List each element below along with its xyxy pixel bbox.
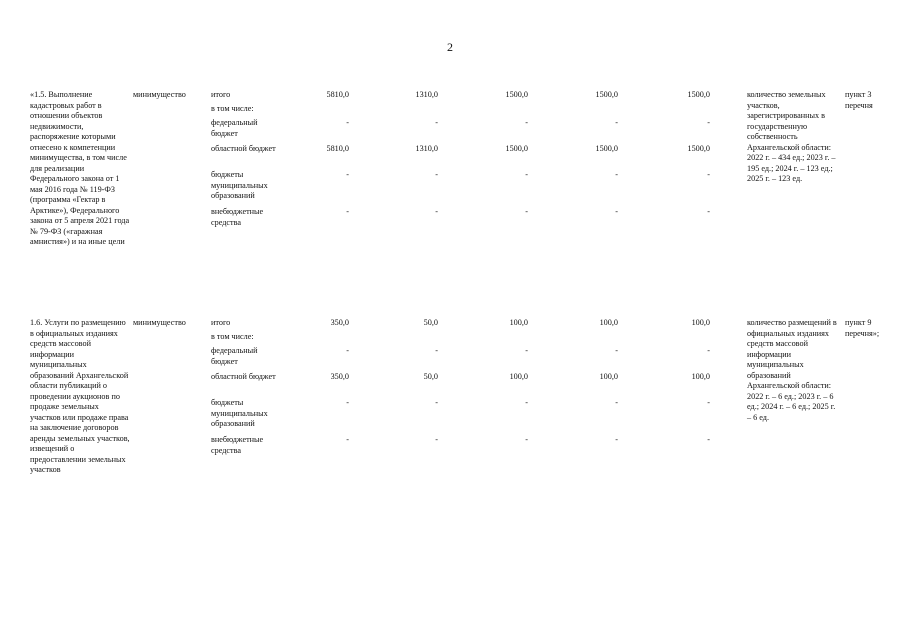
source-total: итого	[211, 90, 231, 99]
value-total: 1500,0	[595, 90, 618, 99]
value-extrabudget: -	[525, 435, 528, 444]
value-total: 1500,0	[687, 90, 710, 99]
value-regional: 100,0	[691, 372, 710, 381]
source-federal: федеральный бюджет	[211, 346, 258, 366]
value-extrabudget: -	[346, 207, 349, 216]
table-row	[0, 318, 905, 533]
value-federal: -	[525, 346, 528, 355]
value-municipal: -	[346, 170, 349, 179]
source-regional: областной бюджет	[211, 144, 276, 153]
value-federal: -	[615, 118, 618, 127]
value-regional: 1310,0	[415, 144, 438, 153]
value-municipal: -	[615, 398, 618, 407]
list-reference: пункт 3 перечня	[845, 90, 873, 110]
value-federal: -	[707, 118, 710, 127]
value-regional: 5810,0	[326, 144, 349, 153]
value-total: 1310,0	[415, 90, 438, 99]
value-total: 350,0	[330, 318, 349, 327]
value-municipal: -	[435, 398, 438, 407]
source-including: в том числе:	[211, 332, 254, 341]
value-extrabudget: -	[707, 207, 710, 216]
value-extrabudget: -	[435, 207, 438, 216]
measure-name: «1.5. Выполнение кадастровых работ в отношении объектов недвижимости, распоряжение которыми отнесено к компетенции минимущества, в том числе для реализации Федерального закона от 1 мая 2016 года № 119-ФЗ (программа «Гектар в Арктике»), Федерального закона от 5 апреля 2021 года № 79-ФЗ («гаражная амнистия») и на иные цели	[30, 90, 130, 246]
value-federal: -	[525, 118, 528, 127]
value-extrabudget: -	[525, 207, 528, 216]
page-number: 2	[447, 40, 453, 54]
target-indicator: количество размещений в официальных изданиях средств массовой информации муниципальных образований Архангельской области: 2022 г. – 6 ед.; 2023 г. – 6 ед.; 2024 г. – 6 ед.; 2025 г. – 6 ед.	[747, 318, 837, 422]
executor: минимущество	[133, 318, 186, 327]
value-municipal: -	[525, 398, 528, 407]
source-extrabudget: внебюджетные средства	[211, 435, 264, 455]
value-regional: 1500,0	[595, 144, 618, 153]
value-extrabudget: -	[615, 207, 618, 216]
value-federal: -	[346, 118, 349, 127]
source-total: итого	[211, 318, 231, 327]
value-federal: -	[615, 346, 618, 355]
value-total: 1500,0	[505, 90, 528, 99]
value-federal: -	[707, 346, 710, 355]
value-municipal: -	[346, 398, 349, 407]
value-regional: 100,0	[509, 372, 528, 381]
executor: минимущество	[133, 90, 186, 99]
value-total: 100,0	[599, 318, 618, 327]
value-extrabudget: -	[435, 435, 438, 444]
list-reference: пункт 9 перечня»;	[845, 318, 880, 338]
value-regional: 100,0	[599, 372, 618, 381]
value-extrabudget: -	[346, 435, 349, 444]
measure-name: 1.6. Услуги по размещению в официальных изданиях средств массовой информации муниципальных образований Архангельской области публикаций о проведении аукционов по продаже земельных участков или продаже права на заключение договоров аренды земельных участков, извещений о предоставлении земельных участков	[30, 318, 130, 474]
source-federal: федеральный бюджет	[211, 118, 258, 138]
value-extrabudget: -	[615, 435, 618, 444]
target-indicator: количество земельных участков, зарегистрированных в государственную собственность Архангельской области: 2022 г. – 434 ед.; 2023 г. – 195 ед.; 2024 г. – 123 ед.; 2025 г. – 123 ед.	[747, 90, 836, 183]
source-municipal: бюджеты муниципальных образований	[211, 398, 268, 428]
source-municipal: бюджеты муниципальных образований	[211, 170, 268, 200]
value-regional: 350,0	[330, 372, 349, 381]
value-municipal: -	[615, 170, 618, 179]
value-regional: 1500,0	[505, 144, 528, 153]
source-extrabudget: внебюджетные средства	[211, 207, 264, 227]
source-including: в том числе:	[211, 104, 254, 113]
value-total: 100,0	[691, 318, 710, 327]
value-municipal: -	[707, 398, 710, 407]
value-municipal: -	[525, 170, 528, 179]
value-total: 5810,0	[326, 90, 349, 99]
value-municipal: -	[707, 170, 710, 179]
value-federal: -	[435, 346, 438, 355]
value-total: 100,0	[509, 318, 528, 327]
value-extrabudget: -	[707, 435, 710, 444]
source-regional: областной бюджет	[211, 372, 276, 381]
value-regional: 1500,0	[687, 144, 710, 153]
value-municipal: -	[435, 170, 438, 179]
value-regional: 50,0	[423, 372, 438, 381]
value-total: 50,0	[423, 318, 438, 327]
value-federal: -	[435, 118, 438, 127]
table-row	[0, 90, 905, 290]
value-federal: -	[346, 346, 349, 355]
